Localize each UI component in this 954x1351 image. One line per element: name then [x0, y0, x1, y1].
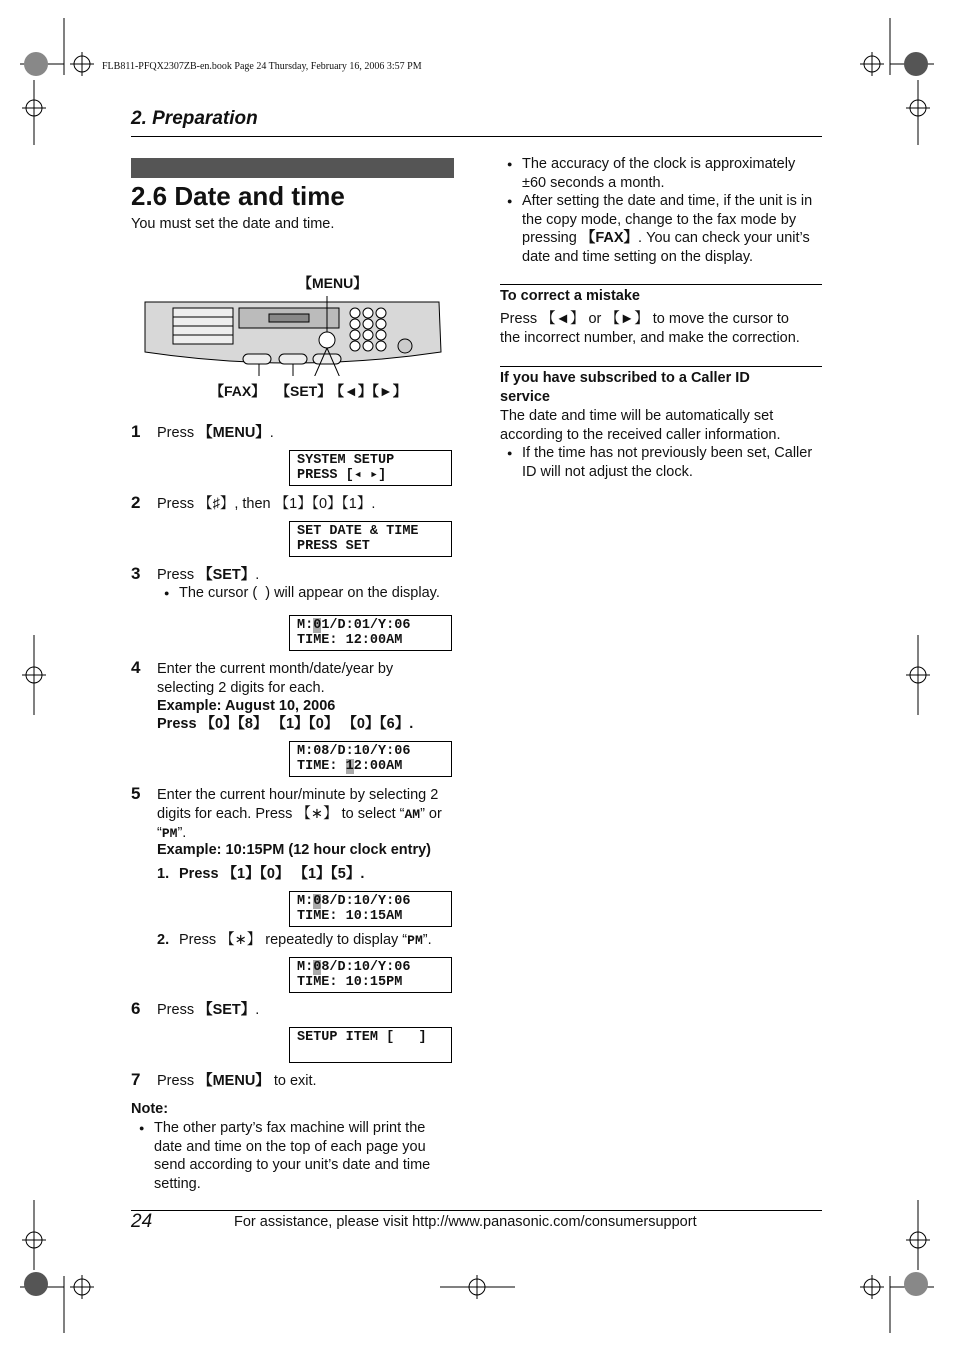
set-key-label: 【SET】	[276, 383, 332, 399]
step-4-press: Press 【0】【8】 【1】【0】 【0】【6】.	[157, 716, 414, 732]
step-5-example: Example: 10:15PM (12 hour clock entry)	[157, 842, 431, 858]
step-number: 1	[131, 422, 141, 441]
substep-2-text: Press 【∗】 repeatedly to display “PM”.	[179, 932, 432, 948]
step-4-text: Enter the current month/date/year by selecting 2 digits for each.	[157, 661, 394, 696]
section-rule	[500, 284, 822, 285]
step-6-text: Press 【SET】.	[157, 1002, 260, 1018]
fax-device-illustration	[143, 296, 443, 381]
step-7-text: Press 【MENU】 to exit.	[157, 1073, 317, 1089]
step-1-text: Press 【MENU】.	[157, 425, 274, 441]
chapter-title: 2. Preparation	[131, 108, 258, 129]
cursor: 0	[313, 960, 322, 975]
cursor: 1	[345, 759, 354, 774]
copy-mode-bullet: ● After setting the date and time, if the unit is in the copy mode, change to the fax mode by pressing 【FAX】. You can check your unit’s date and time setting on the display.	[522, 192, 822, 266]
lcd-display: M:08/D:10/Y:06 TIME: 12:00AM	[289, 741, 452, 777]
arrow-keys-label: 【◄】【►】	[330, 383, 407, 399]
page-number: 24	[131, 1211, 153, 1232]
caller-id-title: If you have subscribed to a Caller ID service	[500, 370, 750, 405]
step-3-bullet: ● The cursor ( ) will appear on the display.	[179, 584, 459, 603]
step-number: 6	[131, 999, 141, 1018]
substep-number: 1.	[157, 866, 170, 882]
print-header: FLB811-PFQX2307ZB-en.book Page 24 Thursday, February 16, 2006 3:57 PM	[102, 61, 422, 72]
clock-accuracy-bullet: ● The accuracy of the clock is approximately ±60 seconds a month.	[522, 155, 822, 192]
step-number: 5	[131, 784, 141, 803]
header-rule	[131, 136, 822, 137]
substep-1-text: Press 【1】【0】 【1】【5】.	[179, 866, 365, 882]
note-title: Note:	[131, 1101, 169, 1117]
lcd-display: SYSTEM SETUP PRESS [◂ ▸]	[289, 450, 452, 486]
step-number: 4	[131, 658, 141, 677]
lcd-display: M:08/D:10/Y:06 TIME: 10:15AM	[289, 891, 452, 927]
correct-mistake-title: To correct a mistake	[500, 288, 640, 304]
step-4-example: Example: August 10, 2006	[157, 698, 336, 714]
caller-id-text: The date and time will be automatically set according to the received caller information.	[500, 408, 781, 443]
menu-key-label: 【MENU】	[298, 275, 368, 291]
note-bullet: ● The other party’s fax machine will print the date and time on the top of each page you send according to your unit’s date and time setting.	[154, 1119, 454, 1193]
step-2-text: Press 【♯】, then 【1】【0】【1】.	[157, 496, 376, 512]
section-bar	[131, 158, 454, 178]
correct-mistake-text: Press 【◄】 or 【►】 to move the cursor to the incorrect number, and make the correction.	[500, 311, 800, 346]
caller-id-bullet: ● If the time has not previously been set, Caller ID will not adjust the clock.	[522, 444, 822, 481]
section-title: 2.6 Date and time	[131, 181, 345, 211]
lcd-display: SET DATE & TIME PRESS SET	[289, 521, 452, 557]
lcd-display: M:01/D:01/Y:06 TIME: 12:00AM	[289, 615, 452, 651]
fax-key-label: 【FAX】	[210, 383, 266, 399]
intro-text: You must set the date and time.	[131, 216, 335, 232]
footer-rule	[131, 1210, 822, 1211]
step-number: 3	[131, 564, 141, 583]
step-5-text: Enter the current hour/minute by selecting 2 digits for each. Press 【∗】 to select “AM” or “PM”.	[157, 787, 442, 841]
lcd-display: SETUP ITEM [ ]	[289, 1027, 452, 1063]
cursor: 0	[313, 894, 322, 909]
step-3-text: Press 【SET】.	[157, 567, 260, 583]
section-rule	[500, 366, 822, 367]
footer-text: For assistance, please visit http://www.panasonic.com/consumersupport	[234, 1214, 697, 1230]
cursor: 0	[313, 618, 322, 633]
lcd-display: M:08/D:10/Y:06 TIME: 10:15PM	[289, 957, 452, 993]
step-number: 2	[131, 493, 141, 512]
substep-number: 2.	[157, 932, 170, 948]
step-number: 7	[131, 1070, 141, 1089]
